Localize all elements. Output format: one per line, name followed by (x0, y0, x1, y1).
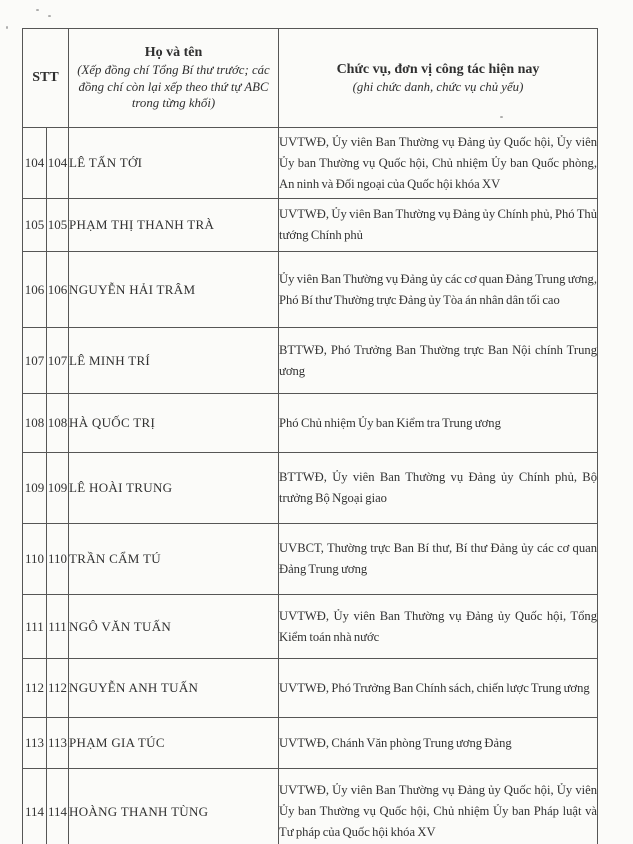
name-cell: NGÔ VĂN TUẤN (69, 595, 279, 659)
stt2-cell: 109 (47, 453, 69, 524)
stt2-cell: 113 (47, 718, 69, 769)
position-cell: UVTWĐ, Ủy viên Ban Thường vụ Đảng ủy Quốc hội, Ủy viên Ủy ban Thường vụ Quốc hội, Chủ nhiệm Ủy ban Quốc phòng, An ninh và Đối ngoại của Quốc hội khóa XV (279, 128, 598, 199)
header-position-title: Chức vụ, đơn vị công tác hiện nay (336, 61, 540, 77)
position-cell: UVTWĐ, Ủy viên Ban Thường vụ Đảng ủy Quốc hội, Ủy viên Ủy ban Thường vụ Quốc hội, Chủ nhiệm Ủy ban Pháp luật và Tư pháp của Quốc hội khóa XV (279, 769, 598, 844)
stt2-cell: 114 (47, 769, 69, 844)
stt-cell: 114 (23, 769, 47, 844)
table-row (23, 659, 598, 718)
table-row (23, 252, 598, 328)
stt-cell: 110 (23, 524, 47, 595)
table-row (23, 128, 598, 199)
stt2-cell: 107 (47, 328, 69, 394)
stt2-cell: 111 (47, 595, 69, 659)
name-cell: LÊ HOÀI TRUNG (69, 453, 279, 524)
name-cell: PHẠM GIA TÚC (69, 718, 279, 769)
position-cell: UVTWĐ, Ủy viên Ban Thường vụ Đảng ủy Quốc hội, Tổng Kiểm toán nhà nước (279, 595, 598, 659)
officials-table (22, 28, 598, 844)
table-row (23, 328, 598, 394)
position-cell: BTTWĐ, Phó Trưởng Ban Thường trực Ban Nội chính Trung ương (279, 328, 598, 394)
stt2-cell: 104 (47, 128, 69, 199)
position-cell: UVTWĐ, Chánh Văn phòng Trung ương Đảng (279, 718, 598, 769)
position-cell: Ủy viên Ban Thường vụ Đảng ủy các cơ quan Đảng Trung ương, Phó Bí thư Thường trực Đảng ủy Tòa án nhân dân tối cao (279, 252, 598, 328)
header-name-note: (Xếp đồng chí Tổng Bí thư trước; các đồng chí còn lại xếp theo thứ tự ABC trong từng khối) (77, 63, 270, 111)
header-name-title: Họ và tên (144, 45, 203, 61)
table-row (23, 199, 598, 252)
table-row (23, 718, 598, 769)
table-row (23, 453, 598, 524)
name-cell: LÊ MINH TRÍ (69, 328, 279, 394)
position-cell: UVBCT, Thường trực Ban Bí thư, Bí thư Đảng ủy các cơ quan Đảng Trung ương (279, 524, 598, 595)
name-cell: NGUYỄN HẢI TRÂM (69, 252, 279, 328)
stt-cell: 111 (23, 595, 47, 659)
header-position (279, 29, 598, 128)
name-cell: HOÀNG THANH TÙNG (69, 769, 279, 844)
header-stt (23, 29, 69, 128)
stt-cell: 107 (23, 328, 47, 394)
stt-cell: 105 (23, 199, 47, 252)
header-position-note: (ghi chức danh, chức vụ chủ yếu) (352, 79, 524, 94)
stt-cell: 106 (23, 252, 47, 328)
header-name (69, 29, 279, 128)
table-row (23, 769, 598, 844)
stt-cell: 104 (23, 128, 47, 199)
position-cell: UVTWĐ, Phó Trưởng Ban Chính sách, chiến lược Trung ương (279, 659, 598, 718)
table-row (23, 524, 598, 595)
position-cell: UVTWĐ, Ủy viên Ban Thường vụ Đảng ủy Chính phủ, Phó Thủ tướng Chính phủ (279, 199, 598, 252)
name-cell: PHẠM THỊ THANH TRÀ (69, 199, 279, 252)
name-cell: HÀ QUỐC TRỊ (69, 394, 279, 453)
position-cell: BTTWĐ, Ủy viên Ban Thường vụ Đảng ủy Chính phủ, Bộ trưởng Bộ Ngoại giao (279, 453, 598, 524)
table-row (23, 394, 598, 453)
position-cell: Phó Chủ nhiệm Ủy ban Kiểm tra Trung ương (279, 394, 598, 453)
stt-cell: 112 (23, 659, 47, 718)
table-row (23, 595, 598, 659)
stt2-cell: 108 (47, 394, 69, 453)
stt2-cell: 112 (47, 659, 69, 718)
scan-speck (36, 9, 39, 11)
stt-cell: 108 (23, 394, 47, 453)
stt2-cell: 106 (47, 252, 69, 328)
name-cell: TRẦN CẨM TÚ (69, 524, 279, 595)
name-cell: NGUYỄN ANH TUẤN (69, 659, 279, 718)
table-header-row (23, 29, 598, 128)
stt2-cell: 110 (47, 524, 69, 595)
stt-cell: 113 (23, 718, 47, 769)
stt-cell: 109 (23, 453, 47, 524)
scan-speck (6, 26, 8, 29)
scan-speck (48, 15, 51, 17)
stt2-cell: 105 (47, 199, 69, 252)
name-cell: LÊ TẤN TỚI (69, 128, 279, 199)
header-stt-label: STT (32, 70, 59, 85)
